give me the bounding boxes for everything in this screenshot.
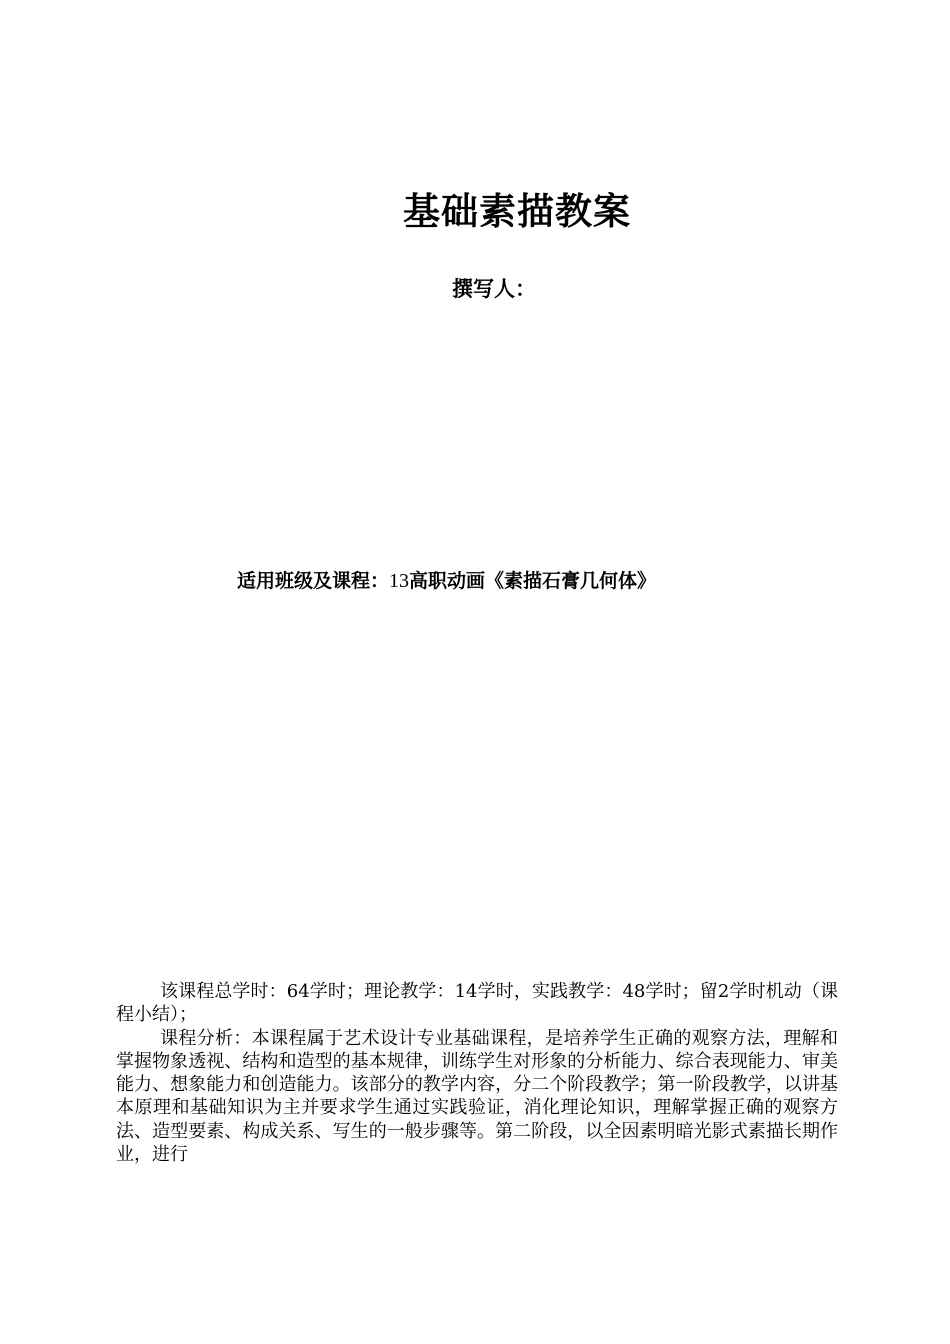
paragraph-course-analysis: 课程分析：本课程属于艺术设计专业基础课程，是培养学生正确的观察方法，理解和掌握物象透视、结构和造型的基本规律，训练学生对形象的分析能力、综合表现能力、审美能力、想象能力和创造能力。该部分的教学内容，分二个阶段教学；第一阶段教学，以讲基本原理和基础知识为主并要求学生通过实践验证，消化理论知识，理解掌握正确的观察方法、造型要素、构成关系、写生的一般步骤等。第二阶段，以全因素明暗光影式素描长期作业，进行 bbox=[116, 1027, 838, 1166]
course-info bbox=[237, 567, 656, 595]
author-label: 撰写人： bbox=[452, 277, 536, 301]
paragraph-hours: 该课程总学时：64学时；理论教学：14学时，实践教学：48学时；留2学时机动（课程小结）； bbox=[116, 981, 838, 1026]
document-body bbox=[116, 980, 838, 1166]
course-name: 高职动画《素描石膏几何体》 bbox=[409, 570, 657, 592]
course-label: 适用班级及课程： bbox=[237, 570, 390, 592]
document-title: 基础素描教案 bbox=[403, 190, 631, 233]
course-class-number: 13 bbox=[389, 570, 410, 592]
